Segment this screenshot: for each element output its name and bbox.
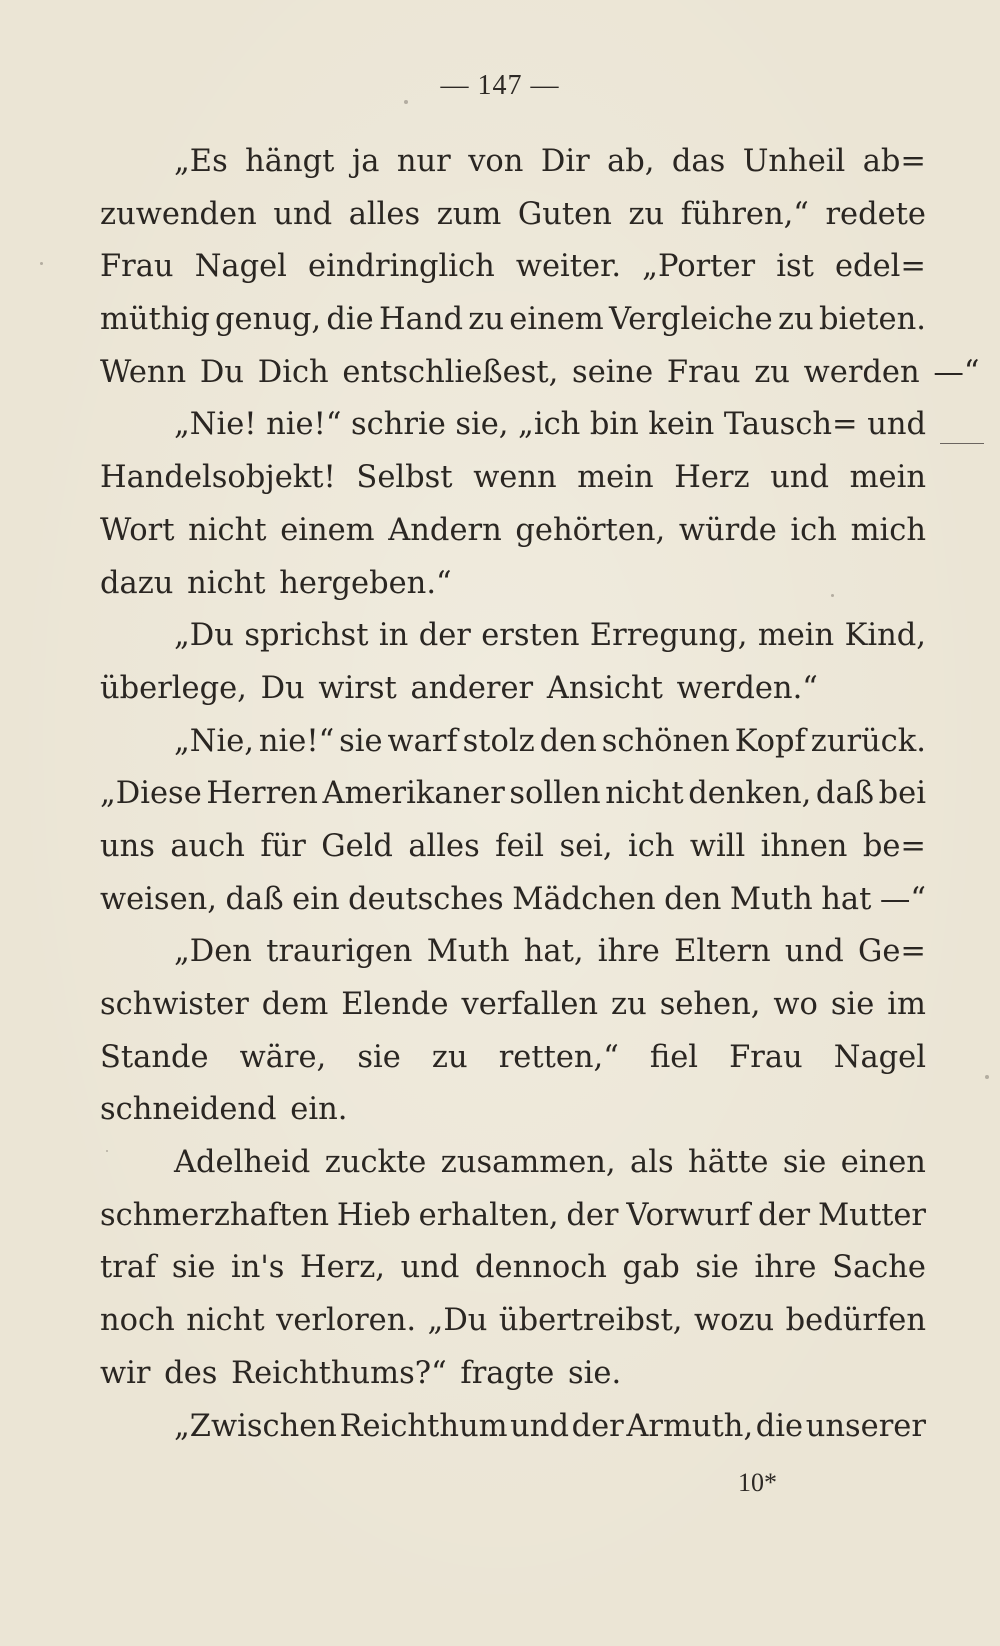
text-line: „Es hängt ja nur von Dir ab, das Unheil ab= [174,144,926,179]
text-line: uns auch für Geld alles feil sei, ich will ihnen be= [100,828,926,864]
text-line: „Zwischen Reichthum und der Armuth, die unserer [174,1408,926,1444]
text-line: noch nicht verloren. „Du übertreibst, wozu bedürfen [100,1303,926,1339]
paper-speck [831,594,834,597]
text-line: „Nie, nie!“ sie warf stolz den schönen Kopf zurück. [174,723,926,759]
text-line: Wenn Du Dich entschließest, seine Frau zu werden —“ [100,354,980,390]
text-line: weisen, daß ein deutsches Mädchen den Muth hat —“ [100,881,926,917]
text-line: „Den traurigen Muth hat, ihre Eltern und Ge= [174,934,926,970]
text-line: „Diese Herren Amerikaner sollen nicht denken, daß bei [100,776,926,812]
text-line: Wort nicht einem Andern gehörten, würde ich mich [100,512,926,548]
text-line: zuwenden und alles zum Guten zu führen,“ redete [100,196,926,232]
text-line: „Nie! nie!“ schrie sie, „ich bin kein Tausch= und [174,407,926,443]
text-line: schmerzhaften Hieb erhalten, der Vorwurf der Mutter [100,1197,926,1233]
text-line: Frau Nagel eindringlich weiter. „Porter ist edel= [100,249,926,285]
text-line: Stande wäre, sie zu retten,“ fiel Frau Nagel [100,1039,926,1075]
paper-speck [106,1150,108,1152]
text-line: überlege, Du wirst anderer Ansicht werden.“ [100,670,818,706]
text-line: schneidend ein. [100,1092,348,1128]
text-line: traf sie in's Herz, und dennoch gab sie ihre Sache [100,1250,926,1286]
text-line: müthig genug, die Hand zu einem Vergleiche zu bieten. [100,302,926,338]
text-line: Adelheid zuckte zusammen, als hätte sie einen [174,1145,926,1181]
body-text [100,136,980,1453]
page-number-header: — 147 — [440,70,560,101]
text-line: dazu nicht hergeben.“ [100,565,452,601]
text-line: „Du sprichst in der ersten Erregung, mein Kind, [174,618,926,654]
paper-speck [40,262,43,265]
paper-speck [404,100,408,104]
text-line: wir des Reichthums?“ fragte sie. [100,1355,622,1391]
paper-speck [985,1075,989,1079]
text-line: schwister dem Elende verfallen zu sehen, wo sie im [100,987,926,1022]
margin-dash-mark [940,443,984,444]
signature-mark: 10* [738,1468,777,1497]
text-line: Handelsobjekt! Selbst wenn mein Herz und mein [100,460,926,496]
